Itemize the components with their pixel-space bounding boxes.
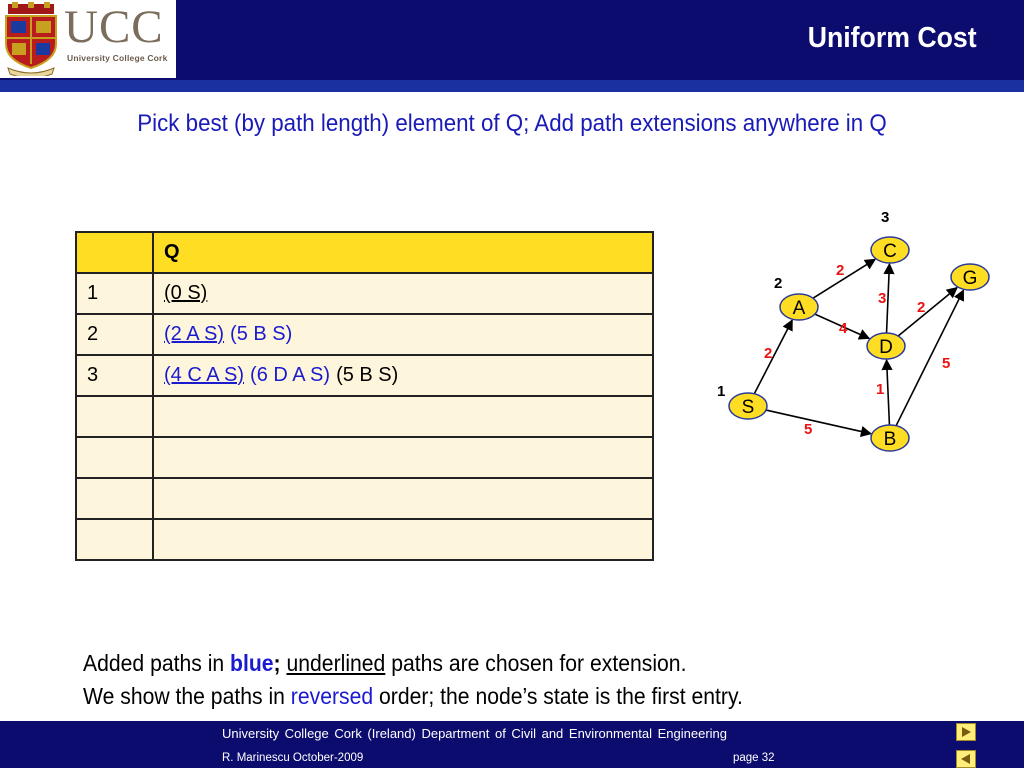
table-row [76, 519, 653, 560]
slide-notes [83, 647, 743, 713]
edge-d-c [887, 264, 890, 333]
queue-path: (0 S) [164, 282, 208, 304]
notes-blue-word: blue [230, 650, 274, 676]
edge-weight: 2 [836, 262, 845, 279]
play-right-icon [957, 724, 975, 740]
node-label: A [792, 298, 806, 319]
notes-text: We show the paths in [83, 683, 291, 709]
edge-weight: 5 [942, 355, 951, 372]
row-queue [153, 314, 653, 355]
footer-bar [0, 721, 1024, 768]
row-index: 1 [76, 273, 153, 314]
row-index [76, 478, 153, 519]
table-header-row [76, 232, 653, 273]
notes-reversed-word: reversed [290, 683, 374, 709]
node-label: D [879, 337, 893, 358]
node-label: G [962, 268, 978, 289]
queue-path: (6 D A S) [250, 364, 331, 386]
row-index [76, 437, 153, 478]
footer-author: R. Marinescu October-2009 [222, 752, 364, 764]
node-annotation: 2 [774, 275, 783, 292]
notes-underlined-word: underlined [286, 650, 386, 676]
footer-institution: University College Cork (Ireland) Department of Civil and Environmental Engineering [222, 726, 727, 741]
row-queue [153, 396, 653, 437]
row-index: 2 [76, 314, 153, 355]
play-left-icon [957, 751, 975, 767]
edge-weight: 5 [804, 421, 813, 438]
notes-text: Added paths in [83, 650, 231, 676]
row-queue [153, 355, 653, 396]
edge-weight: 1 [876, 381, 885, 398]
slide-subtitle: Pick best (by path length) element of Q; Add path extensions anywhere in Q [137, 110, 887, 137]
node-label: S [741, 397, 755, 418]
row-queue [153, 519, 653, 560]
notes-semicolon: ; [273, 650, 281, 676]
logo-wordmark: UCC [64, 1, 164, 53]
table-row [76, 437, 653, 478]
table-row [76, 396, 653, 437]
queue-path: (2 A S) [164, 323, 225, 345]
edge-weight: 4 [839, 320, 848, 337]
table-row [76, 273, 653, 314]
table-row [76, 355, 653, 396]
node-label: C [883, 241, 897, 262]
slide-title: Uniform Cost [808, 22, 977, 54]
table-row [76, 478, 653, 519]
edge-s-a [754, 320, 792, 394]
row-index: 3 [76, 355, 153, 396]
queue-path: (5 B S) [336, 364, 399, 386]
previous-slide-button[interactable] [956, 750, 976, 768]
edge-weight: 2 [917, 299, 926, 316]
node-annotation: 3 [881, 209, 890, 226]
table-row [76, 314, 653, 355]
row-index [76, 519, 153, 560]
table-header-index [76, 232, 153, 273]
ucc-logo [0, 0, 178, 78]
notes-text: order; the node’s state is the first entry. [373, 683, 743, 709]
footer-page-number: page 32 [733, 752, 775, 764]
next-slide-button[interactable] [956, 723, 976, 741]
edge-s-b [766, 410, 871, 434]
edge-d-g [898, 288, 957, 336]
queue-path: (5 B S) [230, 323, 293, 345]
queue-path: (4 C A S) [164, 364, 245, 386]
edge-weight: 2 [764, 345, 773, 362]
table-header-q: Q [153, 232, 653, 273]
search-graph [700, 200, 1000, 460]
queue-table [75, 231, 654, 561]
ucc-crest-icon [2, 2, 60, 76]
header-stripe [0, 80, 1024, 92]
notes-text: paths are chosen for extension. [385, 650, 687, 676]
node-label: B [883, 429, 897, 450]
row-index [76, 396, 153, 437]
notes-line-1 [83, 647, 743, 680]
row-queue [153, 437, 653, 478]
edge-weight: 3 [878, 290, 887, 307]
row-queue [153, 273, 653, 314]
edge-b-d [887, 360, 890, 425]
logo-subtitle: University College Cork [67, 53, 168, 63]
node-annotation: 1 [717, 383, 726, 400]
row-queue [153, 478, 653, 519]
notes-line-2 [83, 680, 743, 713]
